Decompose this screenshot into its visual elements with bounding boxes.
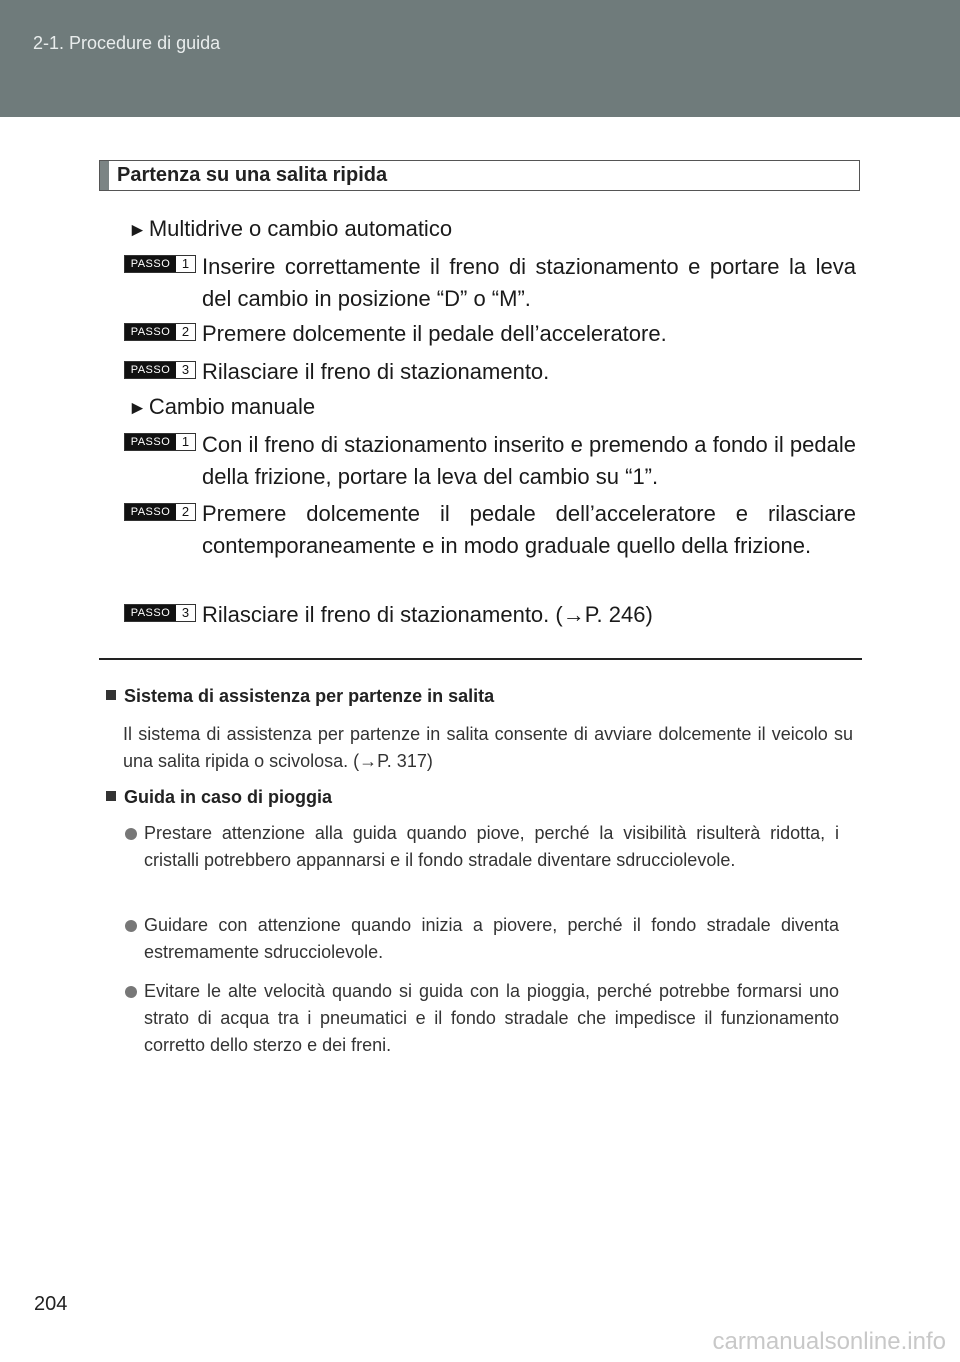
step-badge-label: PASSO	[125, 324, 176, 340]
step-badge-label: PASSO	[125, 256, 176, 272]
subheading-automatic	[128, 216, 452, 242]
subheading-manual-label: Cambio manuale	[148, 394, 316, 419]
header-bar	[0, 0, 960, 117]
chapter-title: 2-1. Procedure di guida	[33, 33, 221, 53]
step-badge-number: 1	[181, 434, 190, 449]
triangle-right-icon: ►	[128, 398, 147, 419]
section-title-bar	[100, 161, 109, 190]
step-text: Premere dolcemente il pedale dell’acceleratore.	[202, 321, 667, 346]
step-badge	[124, 433, 196, 451]
note-heading-label: Sistema di assistenza per partenze in salita	[124, 686, 495, 706]
divider	[99, 658, 862, 660]
step-badge-label: PASSO	[125, 504, 176, 520]
bullet-icon	[125, 920, 137, 932]
step-text: Inserire correttamente il freno di stazionamento e portare la leva del cambio in posizione “D” o “M”.	[202, 254, 856, 311]
bullet-text: Guidare con attenzione quando inizia a piovere, perché il fondo stradale diventa estremamente sdrucciolevole.	[144, 915, 839, 962]
note-heading-rain	[106, 787, 332, 808]
step-text: Rilasciare il freno di stazionamento.	[202, 359, 550, 384]
section-title-box	[99, 160, 860, 191]
watermark: carmanualsonline.info	[712, 1328, 946, 1355]
step-badge-number: 2	[181, 504, 190, 519]
step-badge-number: 3	[181, 605, 190, 620]
step-badge	[124, 255, 196, 273]
step-badge	[124, 503, 196, 521]
page-number: 204	[34, 1293, 68, 1315]
step-badge-number: 1	[181, 256, 190, 271]
note-heading-label: Guida in caso di pioggia	[124, 787, 333, 807]
step-badge	[124, 361, 196, 379]
square-bullet-icon	[106, 791, 116, 801]
step-badge-number: 3	[181, 362, 190, 377]
step-badge-label: PASSO	[125, 605, 176, 621]
bullet-text: Prestare attenzione alla guida quando piove, perché la visibilità risulterà ridotta, i cristalli potrebbero appannarsi e il fondo stradale diventare sdrucciolevole.	[144, 823, 839, 870]
step-badge-label: PASSO	[125, 362, 176, 378]
note-heading-hill-assist	[106, 686, 494, 707]
subheading-manual	[128, 394, 315, 420]
step-badge	[124, 604, 196, 622]
step-text: Con il freno di stazionamento inserito e premendo a fondo il pedale della frizione, portare la leva del cambio su “1”.	[202, 432, 856, 489]
step-badge-number: 2	[181, 324, 190, 339]
step-badge-label: PASSO	[125, 434, 176, 450]
step-text: Rilasciare il freno di stazionamento. (→P. 246)	[202, 602, 653, 627]
section-title: Partenza su una salita ripida	[117, 164, 388, 186]
note-text: Il sistema di assistenza per partenze in salita consente di avviare dolcemente il veicolo su una salita ripida o scivolosa. (→P. 317)	[123, 724, 853, 771]
bullet-icon	[125, 828, 137, 840]
step-badge	[124, 323, 196, 341]
bullet-text: Evitare le alte velocità quando si guida con la pioggia, perché potrebbe formarsi uno strato di acqua tra i pneumatici e il fondo stradale che impedisce il funzionamento corretto dello sterzo e dei freni.	[144, 981, 839, 1055]
subheading-automatic-label: Multidrive o cambio automatico	[148, 216, 453, 241]
step-text: Premere dolcemente il pedale dell’acceleratore e rilasciare contemporaneamente e in modo graduale quello della frizione.	[202, 501, 856, 558]
square-bullet-icon	[106, 690, 116, 700]
bullet-icon	[125, 986, 137, 998]
triangle-right-icon: ►	[128, 220, 147, 241]
